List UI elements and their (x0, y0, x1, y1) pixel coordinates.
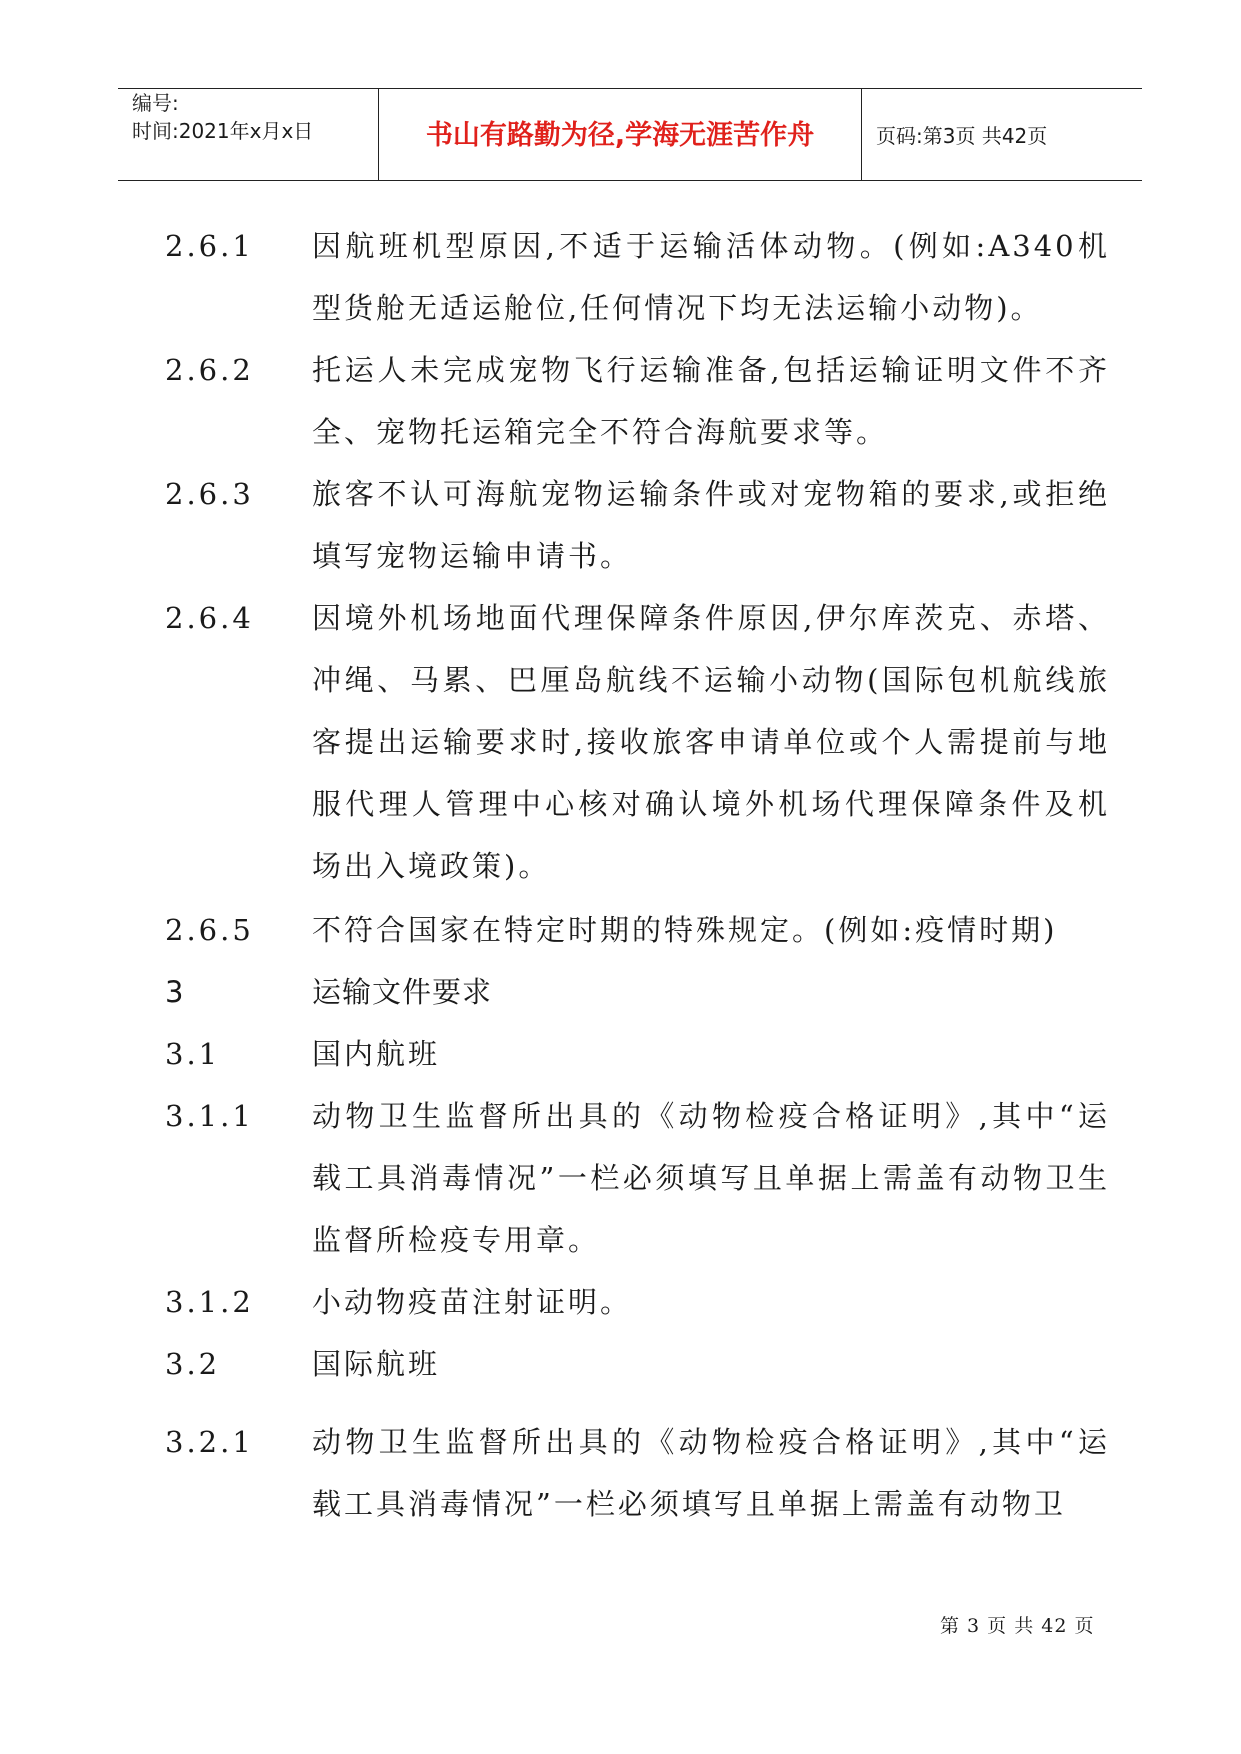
section-number: 3.1 (165, 1037, 221, 1071)
section-heading: 国际航班 (312, 1347, 441, 1381)
header-slogan-cell (378, 89, 862, 180)
section-text: 不符合国家在特定时期的特殊规定。(例如:疫情时期) (312, 913, 1058, 947)
header-page-cell (862, 89, 1142, 180)
section-text: 因航班机型原因,不适于运输活体动物。(例如:A340机型货舱无适运舱位,任何情况下均无法运输小动物)。 (312, 229, 1110, 325)
section-text: 动物卫生监督所出具的《动物检疫合格证明》,其中“运载工具消毒情况”一栏必须填写且单据上需盖有动物卫生监督所检疫专用章。 (312, 1099, 1110, 1257)
section-number: 3.1.1 (165, 1099, 254, 1133)
slogan: 书山有路勤为径,学海无涯苦作舟 (425, 120, 815, 151)
section-number: 2.6.2 (165, 353, 254, 387)
section-number: 2.6.4 (165, 601, 254, 635)
section-number: 2.6.3 (165, 477, 254, 511)
header-meta-cell (118, 89, 378, 180)
document-header (118, 88, 1142, 181)
time-label: 时间:2021年x月x日 (132, 119, 314, 143)
section-number: 3 (165, 975, 184, 1009)
section-text: 小动物疫苗注射证明。 (312, 1285, 633, 1319)
page-footer: 第 3 页 共 42 页 (940, 1615, 1095, 1637)
section-number: 3.1.2 (165, 1285, 254, 1319)
header-page-code: 页码:第3页 共42页 (876, 124, 1048, 148)
section-text: 动物卫生监督所出具的《动物检疫合格证明》,其中“运载工具消毒情况”一栏必须填写且单据上需盖有动物卫 (312, 1425, 1110, 1521)
section-text: 因境外机场地面代理保障条件原因,伊尔库茨克、赤塔、冲绳、马累、巴厘岛航线不运输小动物(国际包机航线旅客提出运输要求时,接收旅客申请单位或个人需提前与地服代理人管理中心核对确认境外机场代理保障条件及机场出入境政策)。 (312, 601, 1110, 883)
section-heading: 国内航班 (312, 1037, 441, 1071)
section-text: 托运人未完成宠物飞行运输准备,包括运输证明文件不齐全、宠物托运箱完全不符合海航要求等。 (312, 353, 1110, 449)
section-text: 旅客不认可海航宠物运输条件或对宠物箱的要求,或拒绝填写宠物运输申请书。 (312, 477, 1110, 573)
section-heading: 运输文件要求 (312, 975, 493, 1009)
section-number: 3.2 (165, 1347, 221, 1381)
section-number: 2.6.5 (165, 913, 254, 947)
serial-label: 编号: (132, 91, 179, 115)
section-number: 3.2.1 (165, 1425, 254, 1459)
section-number: 2.6.1 (165, 229, 254, 263)
